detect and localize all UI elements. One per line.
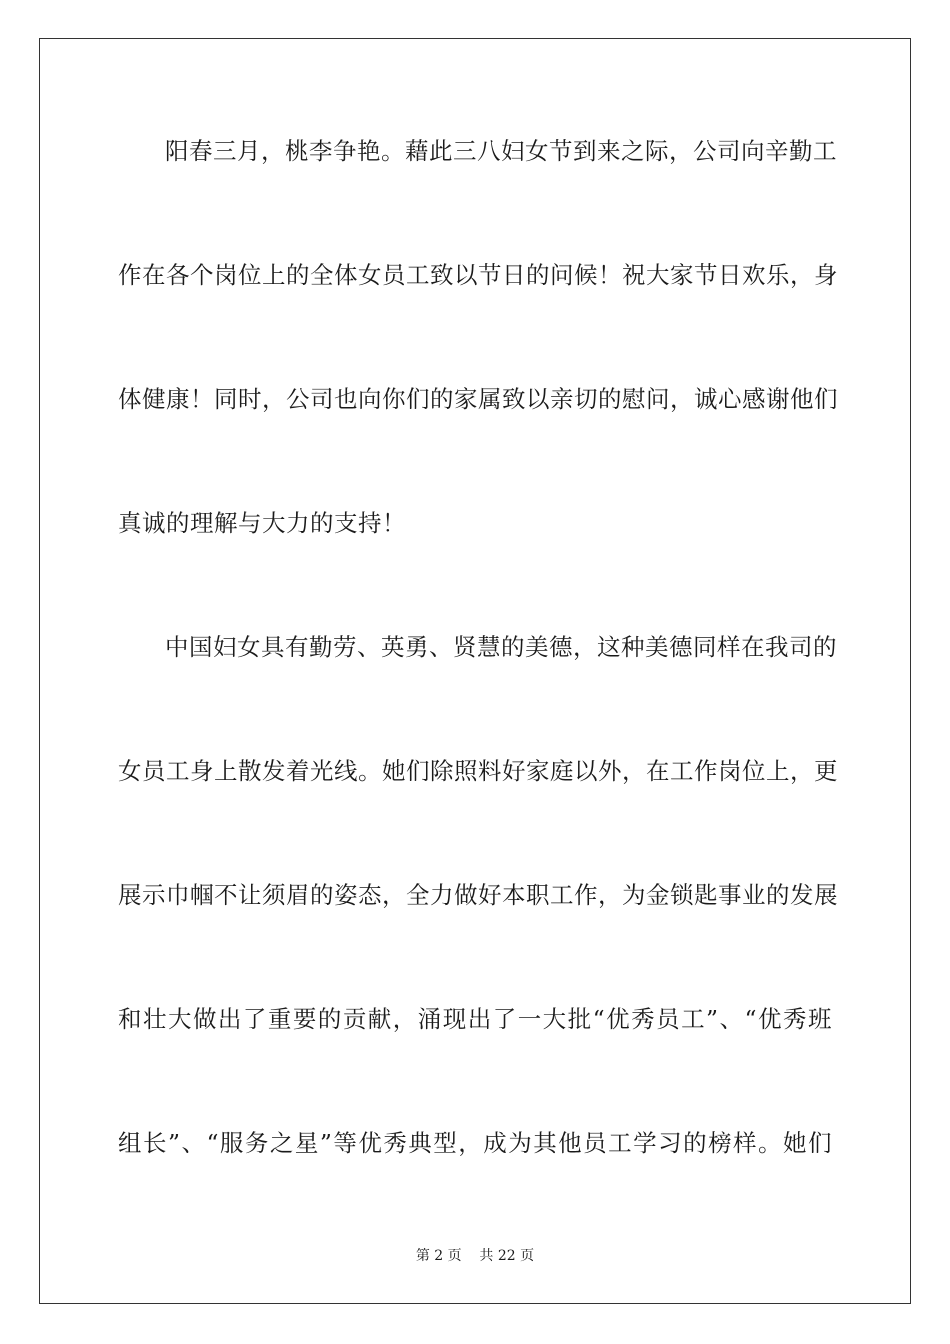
paragraph-2-line-3: 展示巾帼不让须眉的姿态，全力做好本职工作，为金锁匙事业的发展 (118, 881, 838, 909)
page-border (39, 38, 911, 1304)
paragraph-2-line-5: 组长”、“服务之星”等优秀典型，成为其他员工学习的榜样。她们 (118, 1129, 832, 1157)
paragraph-1-line-4: 真诚的理解与大力的支持！ (118, 509, 406, 537)
paragraph-2-line-2: 女员工身上散发着光线。她们除照料好家庭以外，在工作岗位上，更 (118, 757, 838, 785)
paragraph-1-line-3: 体健康！同时，公司也向你们的家属致以亲切的慰问，诚心感谢他们 (118, 385, 838, 413)
paragraph-2-line-1: 中国妇女具有勤劳、英勇、贤慧的美德，这种美德同样在我司的 (165, 633, 837, 661)
paragraph-1-line-2: 作在各个岗位上的全体女员工致以节日的问候！祝大家节日欢乐，身 (118, 261, 838, 289)
page-number-footer: 第 2 页 共 22 页 (415, 1248, 535, 1264)
paragraph-1-line-1: 阳春三月，桃李争艳。藉此三八妇女节到来之际，公司向辛勤工 (165, 137, 837, 165)
paragraph-2-line-4: 和壮大做出了重要的贡献，涌现出了一大批“优秀员工”、“优秀班 (118, 1005, 832, 1033)
